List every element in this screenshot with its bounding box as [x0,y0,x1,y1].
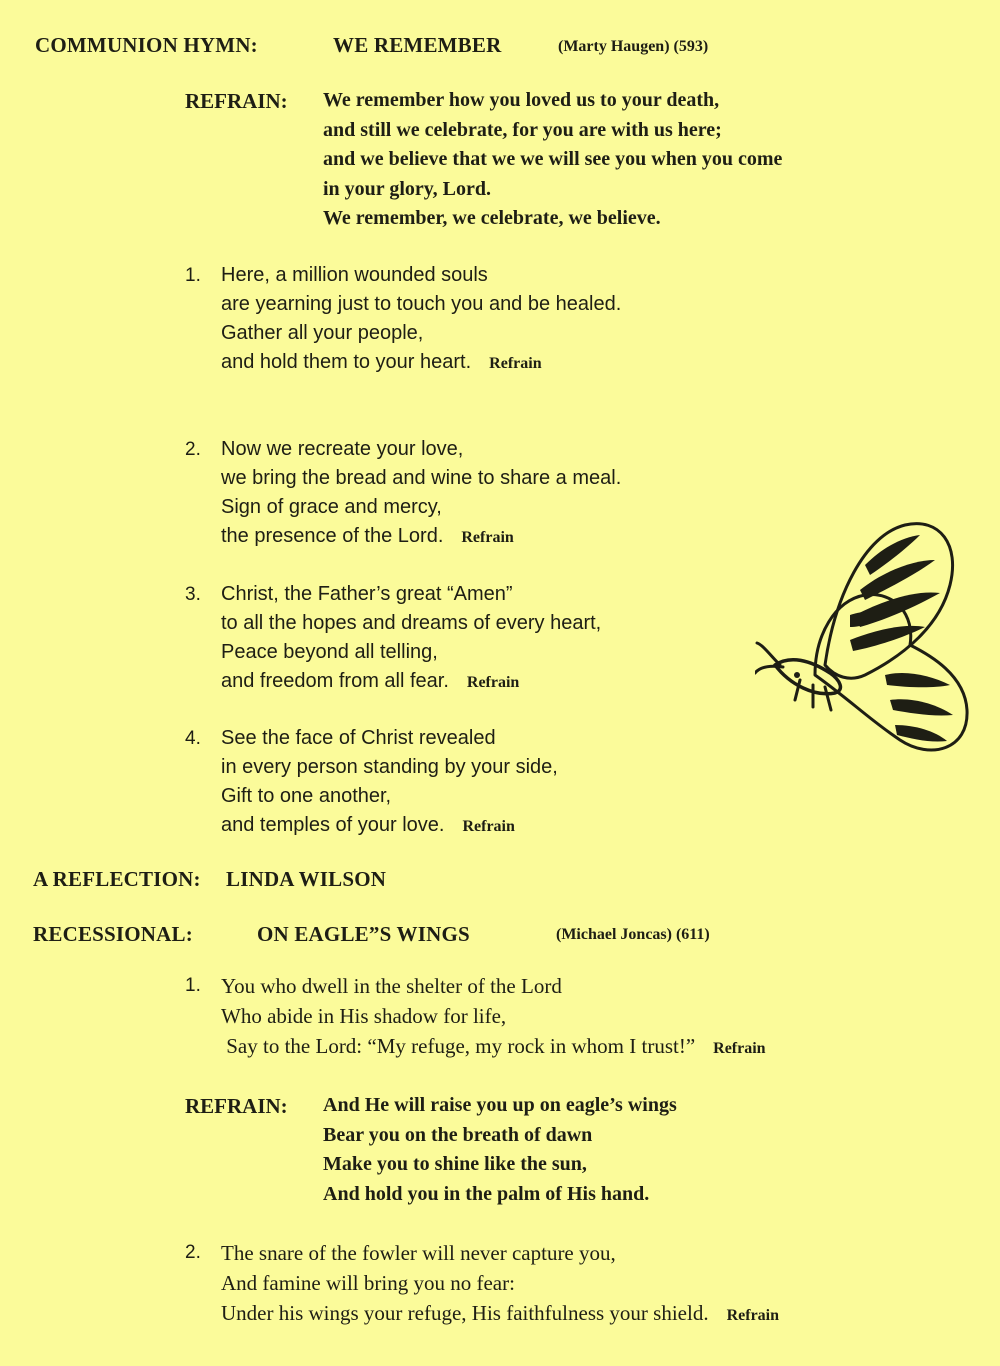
communion-title: WE REMEMBER [333,33,502,57]
refrain-line: and still we celebrate, for you are with us here; [323,118,722,141]
verse-line-with-tag [221,522,621,552]
verse-line: Sign of grace and mercy, [221,496,442,518]
refrain-line: and we believe that we we will see you when you come [323,148,783,170]
recessional-verse-2 [221,1238,779,1331]
refrain-tag: Refrain [462,818,515,835]
verse-line: Gift to one another, [221,785,392,807]
verse-number: 4. [185,728,201,749]
recessional-credit: (Michael Joncas) (611) [556,926,710,943]
refrain-tag: Refrain [726,1307,780,1324]
refrain-line: Make you to shine like the sun, [323,1153,587,1175]
refrain-tag: Refrain [461,529,514,546]
refrain-tag: Refrain [466,674,520,691]
verse-line-with-tag [221,811,558,841]
verse-number: 1. [185,975,201,996]
verse-line-text: Under his wings your refuge, His faithfulness your shield. [221,1301,709,1325]
refrain-line: And hold you in the palm of His hand. [323,1182,650,1205]
refrain-line: Bear you on the breath of dawn [323,1123,593,1146]
communion-refrain [323,86,782,234]
verse-number: 3. [185,584,201,605]
verse-line-with-tag [221,348,621,378]
verse-line: to all the hopes and dreams of every heart, [221,612,602,634]
refrain-line: We remember, we celebrate, we believe. [323,207,661,229]
recessional-refrain [323,1091,677,1209]
verse-line: See the face of Christ revealed [221,727,496,749]
verse-line: Christ, the Father’s great “Amen” [221,583,513,605]
verse-line-text: Say to the Lord: “My refuge, my rock in whom I trust!” [221,1034,696,1058]
verse-line: Here, a million wounded souls [221,264,488,286]
verse-1 [221,261,621,378]
recessional-refrain-label: REFRAIN: [185,1094,288,1118]
verse-line: are yearning just to touch you and be healed. [221,293,622,315]
verse-line-with-tag [221,667,601,697]
refrain-tag: Refrain [713,1040,766,1057]
verse-line-with-tag [221,1031,766,1064]
verse-line: we bring the bread and wine to share a meal. [221,467,622,489]
verse-line-text: and freedom from all fear. [221,670,449,692]
refrain-line: And He will raise you up on eagle’s wings [323,1094,677,1116]
recessional-title: ON EAGLE”S WINGS [257,922,470,946]
verse-line: Gather all your people, [221,322,424,344]
verse-line: The snare of the fowler will never capture you, [221,1241,616,1265]
recessional-label: RECESSIONAL: [33,922,193,946]
communion-refrain-label: REFRAIN: [185,89,288,113]
verse-line: And famine will bring you no fear: [221,1271,515,1295]
refrain-line: in your glory, Lord. [323,177,491,200]
verse-line-text: the presence of the Lord. [221,525,444,547]
communion-credit: (Marty Haugen) (593) [558,38,709,55]
verse-3 [221,580,601,697]
butterfly-icon [755,515,970,760]
reflection-name: LINDA WILSON [226,867,387,891]
verse-line: Who abide in His shadow for life, [221,1004,507,1028]
verse-line: Now we recreate your love, [221,438,464,460]
verse-line-text: and temples of your love. [221,814,445,836]
verse-2 [221,435,621,552]
verse-line: Peace beyond all telling, [221,641,438,663]
verse-number: 2. [185,439,201,460]
recessional-verse-1 [221,971,766,1064]
verse-line: in every person standing by your side, [221,756,558,778]
verse-line-with-tag [221,1298,779,1331]
reflection-label: A REFLECTION: [33,867,201,891]
verse-number: 1. [185,265,201,286]
verse-line: You who dwell in the shelter of the Lord [221,974,562,998]
communion-label: COMMUNION HYMN: [35,33,258,57]
verse-line-text: and hold them to your heart. [221,351,472,373]
verse-number: 2. [185,1242,201,1263]
refrain-tag: Refrain [489,355,542,372]
refrain-line: We remember how you loved us to your death, [323,89,720,111]
verse-4 [221,724,558,841]
